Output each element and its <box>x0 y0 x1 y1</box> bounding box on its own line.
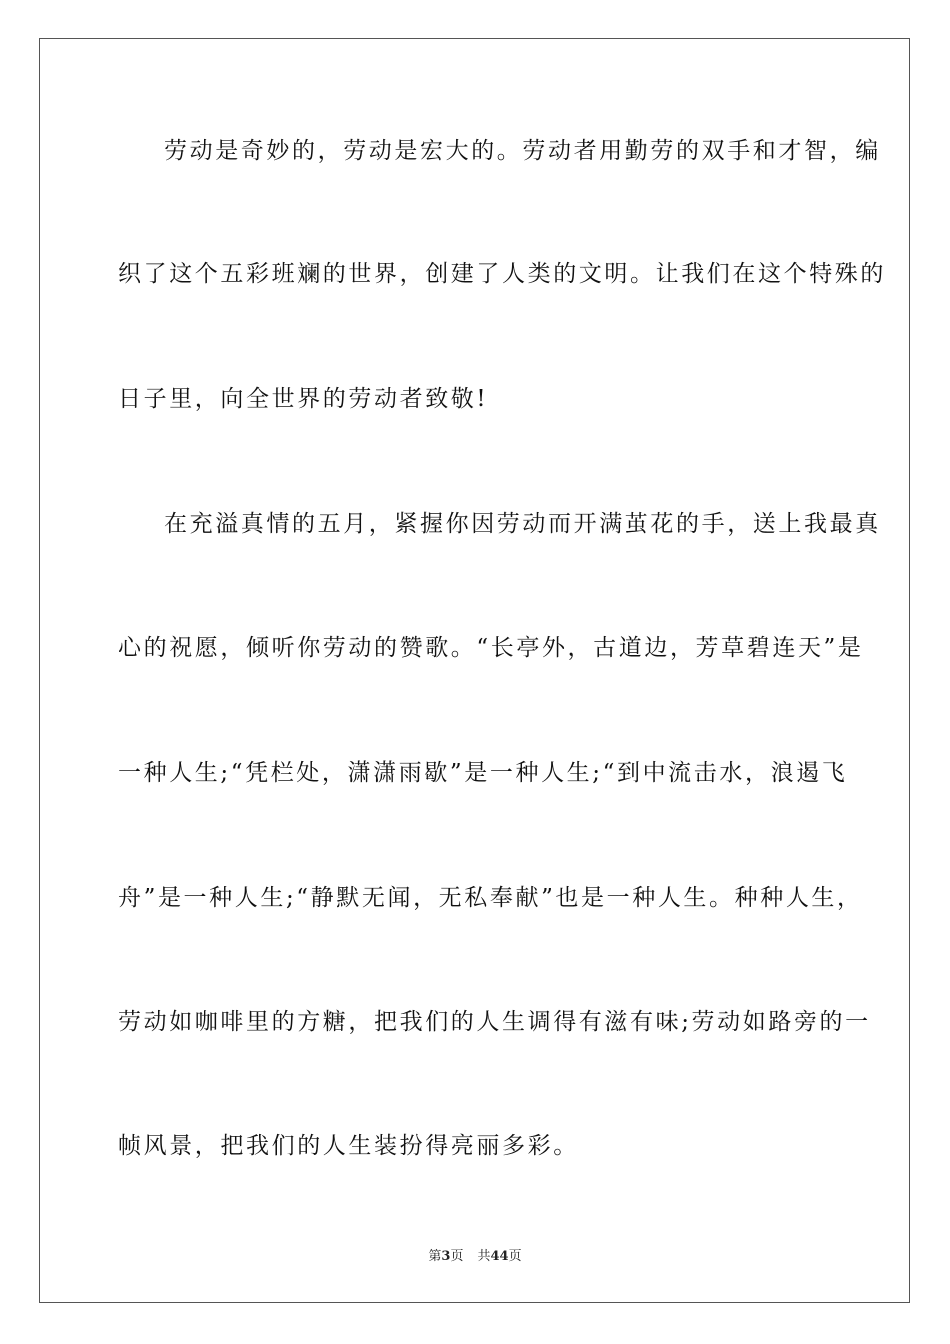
paragraph-1-line-3: 日子里，向全世界的劳动者致敬! <box>118 386 489 412</box>
paragraph-1-line-2: 织了这个五彩班斓的世界，创建了人类的文明。让我们在这个特殊的 <box>118 261 886 287</box>
page-suffix: 页 <box>450 1249 464 1264</box>
paragraph-2-line-3: 一种人生;“凭栏处，潇潇雨歇”是一种人生;“到中流击水，浪遏飞 <box>118 760 848 786</box>
paragraph-1-line-1: 劳动是奇妙的，劳动是宏大的。劳动者用勤劳的双手和才智，编 <box>164 138 881 164</box>
page-footer <box>0 1245 950 1264</box>
page-border <box>39 38 910 1303</box>
page-prefix: 第 <box>428 1249 442 1264</box>
paragraph-2-line-1: 在充溢真情的五月，紧握你因劳动而开满茧花的手，送上我最真 <box>164 511 881 537</box>
total-prefix: 共 <box>477 1249 491 1264</box>
paragraph-2-line-5: 劳动如咖啡里的方糖，把我们的人生调得有滋有味;劳动如路旁的一 <box>118 1009 871 1035</box>
paragraph-2-line-6: 帧风景，把我们的人生装扮得亮丽多彩。 <box>118 1133 579 1159</box>
page-number: 3 <box>441 1249 451 1264</box>
paragraph-2-line-4: 舟”是一种人生;“静默无闻，无私奉献”也是一种人生。种种人生， <box>118 885 863 911</box>
total-pages: 44 <box>490 1249 509 1264</box>
total-suffix: 页 <box>508 1249 522 1264</box>
paragraph-2-line-2: 心的祝愿，倾听你劳动的赞歌。“长亭外，古道边，芳草碧连天”是 <box>118 635 864 661</box>
